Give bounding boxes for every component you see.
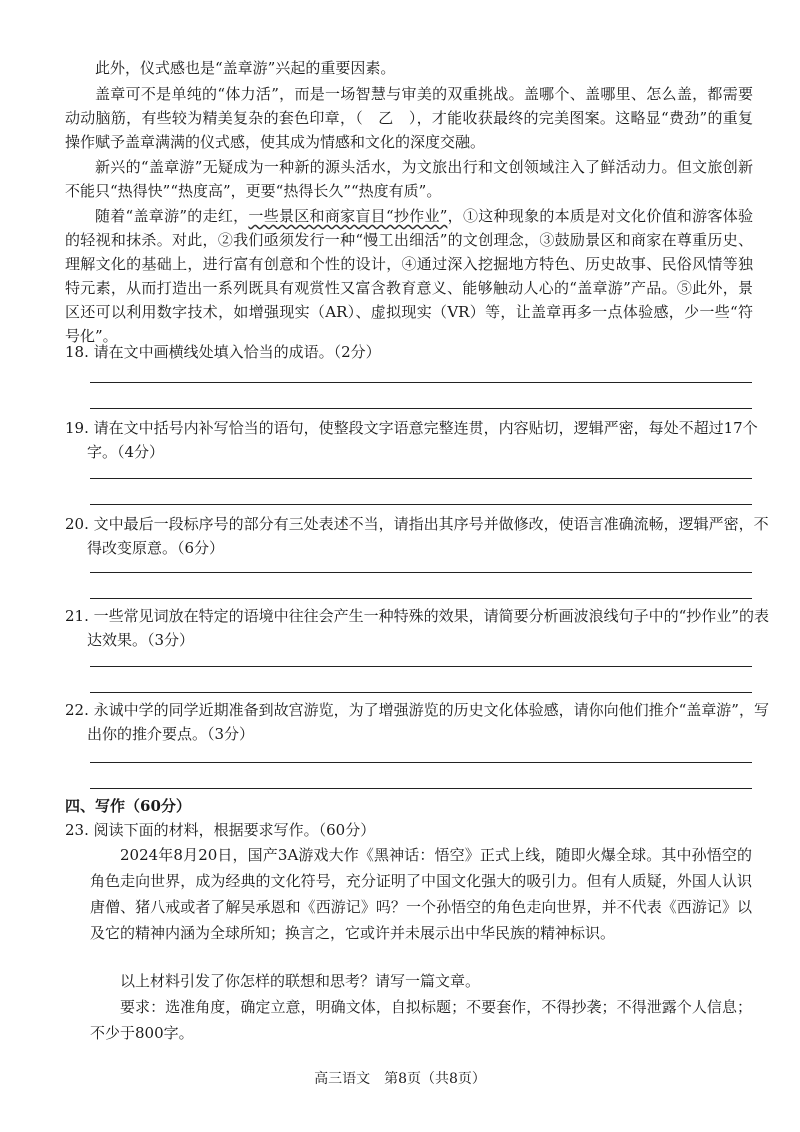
passage-text: 随着“盖章游”的走红， (95, 207, 249, 225)
answer-line[interactable] (90, 762, 752, 763)
wavy-underlined-sentence: 一些景区和商家盲目“抄作业” (248, 207, 448, 225)
question-20: 20. 文中最后一段标序号的部分有三处表述不当，请指出其序号并做修改，使语言准确流畅，逻辑严密，不得改变原意。（6分） (65, 515, 769, 557)
passage-paragraph-4 (65, 204, 753, 348)
page-footer: 高三语文 第8页（共8页） (314, 1071, 486, 1087)
passage-text: ，①这种现象的本质是对文化价值和游客体验的轻视和抹杀。对此，②我们亟须发行一种“慢工出细活”的文创理念，③鼓励景区和商家在尊重历史、理解文化的基础上，进行富有创意和个性的设计，④通过深入挖掘地方特色、历史故事、民俗风情等独特元素，从而打造出一系列既具有观赏性又富含教育意义、能够触动人心的“盖章游”产品。⑤此外，景区还可以利用数字技术，如增强现实（AR）、虚拟现实（VR）等，让盖章再多一点体验感，少一些“符号化”。 (65, 207, 753, 345)
question-22: 22. 永诚中学的同学近期准备到故宫游览，为了增强游览的历史文化体验感，请你向他们推介“盖章游”，写出你的推介要点。（3分） (65, 701, 769, 743)
answer-line[interactable] (90, 408, 752, 409)
writing-prompt: 以上材料引发了你怎样的联想和思考？请写一篇文章。 (120, 972, 481, 990)
answer-line[interactable] (90, 382, 752, 383)
answer-line[interactable] (90, 666, 752, 667)
answer-line[interactable] (90, 572, 752, 573)
question-23: 23. 阅读下面的材料，根据要求写作。（60分） (65, 821, 376, 839)
answer-line[interactable] (90, 478, 752, 479)
passage-paragraph-3: 新兴的“盖章游”无疑成为一种新的源头活水，为文旅出行和文创领域注入了鲜活动力。但文旅创新不能只“热得快”“热度高”，更要“热得长久”“热度有质”。 (65, 158, 753, 200)
answer-line[interactable] (90, 598, 752, 599)
answer-line[interactable] (90, 788, 752, 789)
writing-requirement: 要求：选准角度，确定立意，明确文体，自拟标题；不要套作，不得抄袭；不得泄露个人信息；不少于800字。 (90, 998, 752, 1042)
answer-line[interactable] (90, 692, 752, 693)
question-18: 18. 请在文中画横线处填入恰当的成语。（2分） (65, 343, 381, 361)
writing-material: 2024年8月20日，国产3A游戏大作《黑神话：悟空》正式上线，随即火爆全球。其中孙悟空的角色走向世界，成为经典的文化符号，充分证明了中国文化强大的吸引力。但有人质疑，外国人认识唐僧、猪八戒或者了解吴承恩和《西游记》吗？一个孙悟空的角色走向世界，并不代表《西游记》以及它的精神内涵为全球所知；换言之，它或许并未展示出中华民族的精神标识。 (90, 846, 752, 942)
answer-line[interactable] (90, 504, 752, 505)
question-21: 21. 一些常见词放在特定的语境中往往会产生一种特殊的效果，请简要分析画波浪线句子中的“抄作业”的表达效果。（3分） (65, 607, 769, 649)
passage-paragraph-1: 此外，仪式感也是“盖章游”兴起的重要因素。 (95, 59, 396, 77)
question-19: 19. 请在文中括号内补写恰当的语句，使整段文字语意完整连贯，内容贴切，逻辑严密，每处不超过17个字。（4分） (65, 419, 758, 461)
passage-paragraph-2: 盖章可不是单纯的“体力活”，而是一场智慧与审美的双重挑战。盖哪个、盖哪里、怎么盖，都需要动动脑筋，有些较为精美复杂的套色印章，（ 乙 ），才能收获最终的完美图案。这略显“费劲”的重复操作赋予盖章满满的仪式感，使其成为情感和文化的深度交融。 (65, 85, 753, 151)
section-heading-writing: 四、写作（60分） (65, 797, 191, 815)
